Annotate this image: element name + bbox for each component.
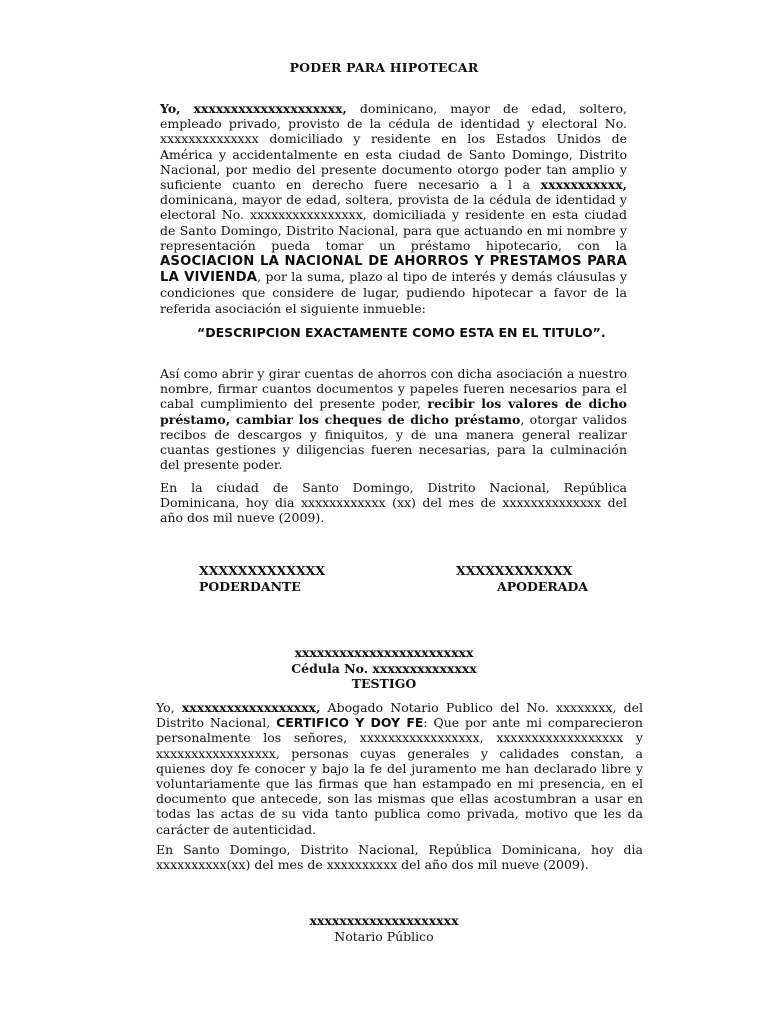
grantor-name: xxxxxxxxxxxxxxxxxxxx, [193, 101, 347, 116]
signature-grantor [199, 563, 325, 594]
paragraph-text: , por la suma, plazo al tipo de interés y demás cláusulas y condiciones que considere de lugar, pudiendo hipotecar a favor de la referida asociación el siguiente inmueble: [160, 269, 627, 316]
witness-cedula: Cédula No. xxxxxxxxxxxxxx [291, 660, 477, 676]
paragraph-text: Abogado Notario Publico del No. xxxxxxxx, del Distrito Nacional, [156, 700, 644, 731]
signature-role: PODERDANTE [199, 578, 301, 594]
paragraph-text: , otorgar validos recibos de descargos y finiquitos, y de una manera general realizar cuantas gestiones y diligencias fueren necesarias, para la culminación del presente poder. [160, 411, 627, 473]
paragraph-text: dominicano, mayor de edad, soltero, empleado privado, provisto de la cédula de identidad y electoral No. xxxxxxxxxxxxxx domiciliado y residente en los Estados Unidos de América y accidentalmente en esta ciudad de Santo Domingo, Distrito Nacional, por medio del presente documento otorgo poder tan amplio y suficiente cuanto en derecho fuere necesario a l a [160, 101, 627, 193]
witness-block [0, 645, 768, 692]
paragraph-text: Yo, [156, 700, 182, 715]
paragraph-powers [160, 366, 627, 472]
notary-role: Notario Público [334, 928, 434, 944]
signature-name: XXXXXXXXXXXX [456, 563, 573, 578]
certification-phrase: CERTIFICO Y DOY FE [276, 715, 424, 731]
paragraph-closing-date: En Santo Domingo, Distrito Nacional, República Dominicana, hoy dia xxxxxxxxxx(xx) del mes de xxxxxxxxxx del año dos mil nueve (2009). [156, 842, 643, 873]
paragraph-power-grant [160, 101, 627, 316]
signature-attorney [456, 563, 588, 594]
paragraph-text: : Que por ante mi comparecieron personalmente los señores, xxxxxxxxxxxxxxxxx, xxxxxxxxxxxxxxxxxx y xxxxxxxxxxxxxxxxx, personas cuyas generales y calidades constan, a quienes doy fe conocer y bajo la fe del juramento me han declarado libre y voluntariamente que las firmas que han estampado en mi presencia, en el documento que antecede, son las mismas que ellas acostumbran a usar en todas las actas de su vida tanto publica como privada, motivo que les da carácter de autenticidad. [156, 715, 643, 837]
notary-signature [0, 913, 768, 944]
paragraph-certification [156, 700, 643, 837]
paragraph-text: Así como abrir y girar cuentas de ahorros con dicha asociación a nuestro nombre, firmar cuantos documentos y papeles fueren necesarios para el cabal cumplimiento del presente poder, [160, 366, 627, 412]
yo-label: Yo, [160, 101, 181, 116]
paragraph-date-place: En la ciudad de Santo Domingo, Distrito Nacional, República Dominicana, hoy dia xxxxxxxxxxxx (xx) del mes de xxxxxxxxxxxxxx del año dos mil nueve (2009). [160, 480, 627, 526]
emphasis-text: recibir los valores de dicho préstamo, cambiar los cheques de dicho préstamo [160, 396, 628, 427]
attorney-name: xxxxxxxxxxx, [540, 177, 627, 193]
notary-signature-name: xxxxxxxxxxxxxxxxxxxx [309, 913, 459, 928]
document-title: PODER PARA HIPOTECAR [289, 60, 479, 75]
witness-name: xxxxxxxxxxxxxxxxxxxxxxxx [294, 645, 474, 660]
association-name: ASOCIACION LA NACIONAL DE AHORROS Y PRESTAMOS PARA LA VIVIENDA [160, 254, 627, 286]
paragraph-text: dominicana, mayor de edad, soltera, provista de la cédula de identidad y electoral No. xxxxxxxxxxxxxxxx, domiciliada y residente en esta ciudad de Santo Domingo, Distrito Nacional, para que actuando en mi nombre y representación pueda tomar un préstamo hipotecario, con la [160, 192, 627, 253]
signature-name: XXXXXXXXXXXXX [199, 563, 326, 578]
property-description: “DESCRIPCION EXACTAMENTE COMO ESTA EN EL TITULO”. [197, 325, 606, 340]
signature-role: APODERADA [497, 578, 588, 594]
notary-name: xxxxxxxxxxxxxxxxxx, [181, 700, 321, 715]
witness-role: TESTIGO [351, 676, 417, 691]
